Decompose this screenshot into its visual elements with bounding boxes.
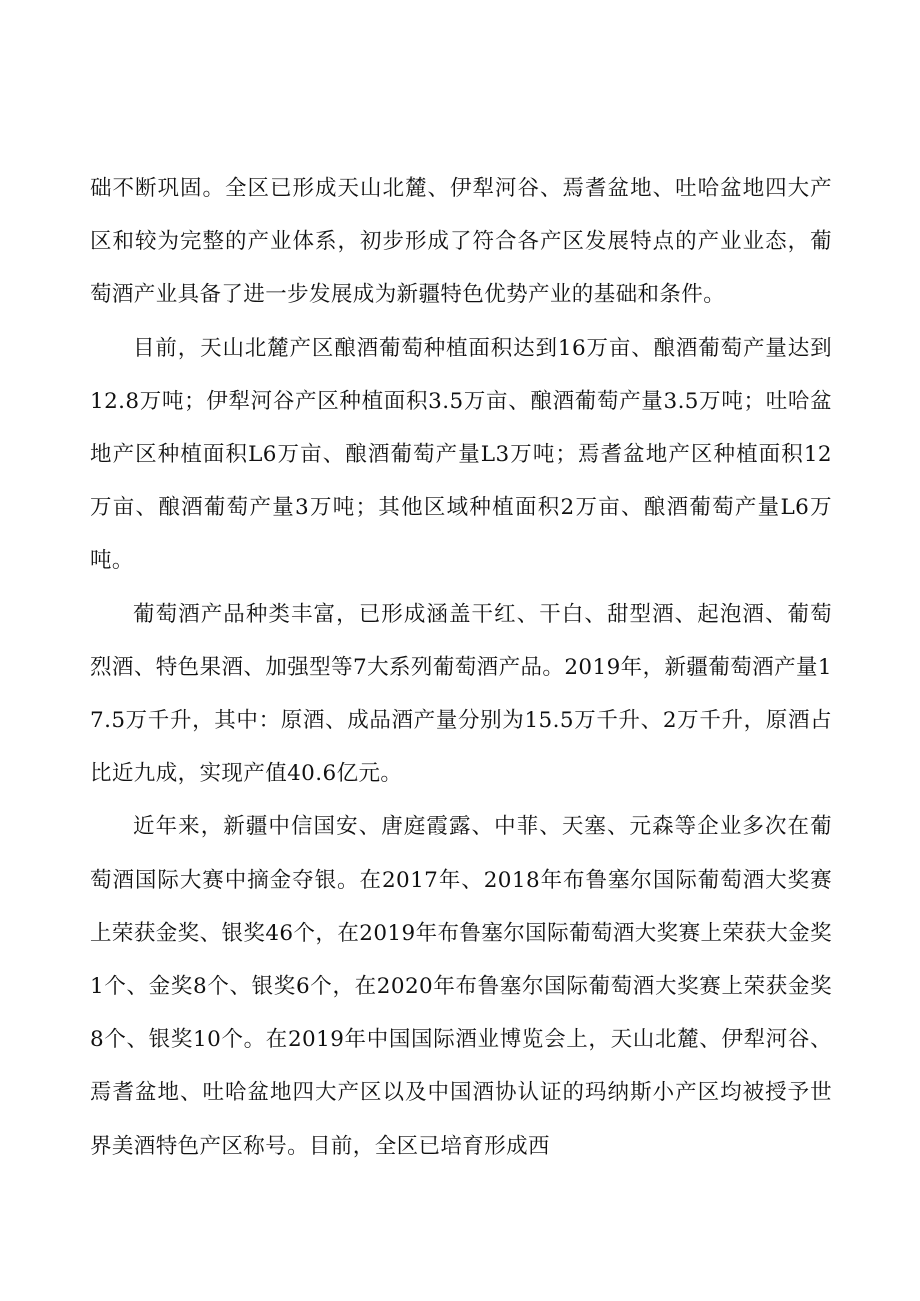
document-body <box>90 162 832 1173</box>
paragraph-1: 础不断巩固。全区已形成天山北麓、伊犁河谷、焉耆盆地、吐哈盆地四大产区和较为完整的产业体系，初步形成了符合各产区发展特点的产业业态，葡萄酒产业具备了进一步发展成为新疆特色优势产业的基础和条件。 <box>90 176 832 308</box>
paragraph-4: 近年来，新疆中信国安、唐庭霞露、中菲、天塞、元森等企业多次在葡萄酒国际大赛中摘金夺银。在2017年、2018年布鲁塞尔国际葡萄酒大奖赛上荣获金奖、银奖46个，在2019年布鲁塞尔国际葡萄酒大奖赛上荣获大金奖1个、金奖8个、银奖6个，在2020年布鲁塞尔国际葡萄酒大奖赛上荣获金奖8个、银奖10个。在2019年中国国际酒业博览会上，天山北麓、伊犁河谷、焉耆盆地、吐哈盆地四大产区以及中国酒协认证的玛纳斯小产区均被授予世界美酒特色产区称号。目前，全区已培育形成西 <box>90 814 832 1159</box>
paragraph-3: 葡萄酒产品种类丰富，已形成涵盖干红、干白、甜型酒、起泡酒、葡萄烈酒、特色果酒、加强型等7大系列葡萄酒产品。2019年，新疆葡萄酒产量17.5万千升，其中：原酒、成品酒产量分别为15.5万千升、2万千升，原酒占比近九成，实现产值40.6亿元。 <box>90 601 832 787</box>
paragraph-2: 目前，天山北麓产区酿酒葡萄种植面积达到16万亩、酿酒葡萄产量达到12.8万吨；伊犁河谷产区种植面积3.5万亩、酿酒葡萄产量3.5万吨；吐哈盆地产区种植面积L6万亩、酿酒葡萄产量L3万吨；焉耆盆地产区种植面积12万亩、酿酒葡萄产量3万吨；其他区域种植面积2万亩、酿酒葡萄产量L6万吨。 <box>90 335 832 574</box>
